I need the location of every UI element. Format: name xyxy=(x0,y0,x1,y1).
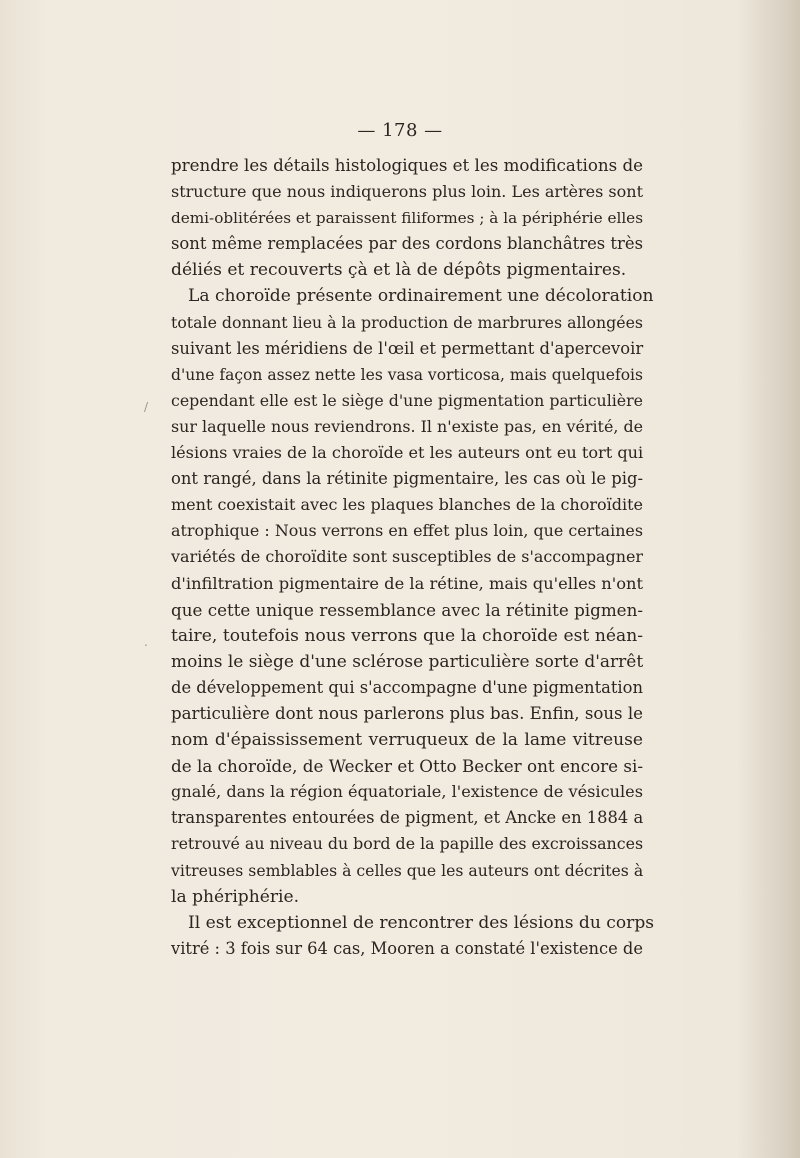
text-line: retrouvé au niveau du bord de la papille des excroissances xyxy=(171,834,644,854)
text-line: ont rangé, dans la rétinite pigmentaire, les cas où le pig- xyxy=(171,469,643,489)
text-line: transparentes entourées de pigment, et Ancke en 1884 a xyxy=(171,808,644,828)
text-line: totale donnant lieu à la production de marbrures allongées xyxy=(171,312,643,332)
text-line: que cette unique ressemblance avec la rétinite pigmen- xyxy=(171,599,643,620)
text-line: d'infiltration pigmentaire de la rétine, mais qu'elles n'ont xyxy=(171,573,643,593)
text-line: sont même remplacées par des cordons blanchâtres très xyxy=(171,234,643,254)
text-line: gnalé, dans la région équatoriale, l'existence de vésicules xyxy=(171,782,644,802)
text-line: taire, toutefois nous verrons que la choroïde est néan- xyxy=(171,625,643,646)
text-line: d'une façon assez nette les vasa vorticosa, mais quelquefois xyxy=(171,365,643,384)
text-line: cependant elle est le siège d'une pigmentation particulière xyxy=(171,390,643,410)
text-line: particulière dont nous parlerons plus bas. Enfin, sous le xyxy=(171,703,643,723)
text-line: suivant les méridiens de l'œil et permettant d'apercevoir xyxy=(171,338,644,358)
text-line: variétés de choroïdite sont susceptibles de s'accompagner xyxy=(171,547,643,567)
text-line: de la choroïde, de Wecker et Otto Becker ont encore si- xyxy=(171,756,644,777)
text-line: demi-oblitérées et paraissent filiformes ; à la périphérie elles xyxy=(171,209,643,228)
text-line: vitreuses semblables à celles que les auteurs ont décrites à xyxy=(171,860,644,880)
text-line: déliés et recouverts çà et là de dépôts pigmentaires. xyxy=(171,260,627,281)
margin-mark: . xyxy=(144,635,148,649)
text-line: la phériphérie. xyxy=(171,886,300,907)
text-line: lésions vraies de la choroïde et les auteurs ont eu tort qui xyxy=(171,443,644,463)
text-line: La choroïde présente ordinairement une décoloration xyxy=(188,286,654,307)
body-text xyxy=(171,153,655,962)
text-line: moins le siège d'une sclérose particulière sorte d'arrêt xyxy=(171,651,644,672)
text-line: Il est exceptionnel de rencontrer des lésions du corps xyxy=(188,912,655,933)
text-line: structure que nous indiquerons plus loin. Les artères sont xyxy=(171,182,644,202)
text-line: sur laquelle nous reviendrons. Il n'existe pas, en vérité, de xyxy=(171,416,643,436)
margin-mark: / xyxy=(144,400,149,414)
text-line: atrophique : Nous verrons en effet plus loin, que certaines xyxy=(171,521,643,541)
text-line: ment coexistait avec les plaques blanches de la choroïdite xyxy=(171,495,643,515)
page-number: — 178 — xyxy=(357,120,443,141)
text-line: de développement qui s'accompagne d'une pigmentation xyxy=(171,677,643,697)
text-line: vitré : 3 fois sur 64 cas, Mooren a constaté l'existence de xyxy=(171,938,643,958)
text-line: prendre les détails histologiques et les modifications de xyxy=(171,156,644,175)
text-line: nom d'épaississement verruqueux de la lame vitreuse xyxy=(171,730,643,751)
